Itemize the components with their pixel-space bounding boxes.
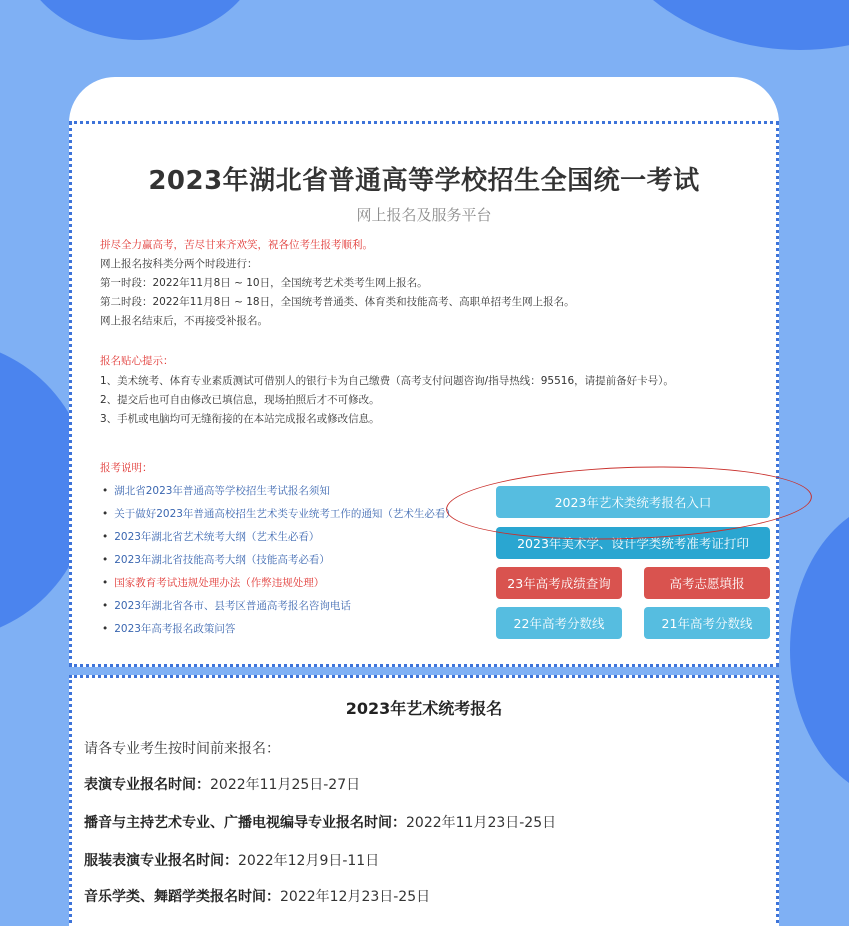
guide-link-item[interactable] bbox=[102, 574, 456, 597]
wish-fill-button[interactable]: 高考志愿填报 bbox=[644, 567, 770, 599]
notice-slogan: 拼尽全力赢高考，苦尽甘来齐欢笑，祝各位考生报考顺利。 bbox=[100, 239, 373, 251]
bullet-icon: • bbox=[102, 600, 109, 612]
registration-panel bbox=[69, 675, 779, 926]
notice-block bbox=[100, 236, 575, 331]
score-line-22-button[interactable]: 22年高考分数线 bbox=[496, 607, 622, 639]
bullet-icon: • bbox=[102, 531, 109, 543]
guide-link[interactable]: 2023年高考报名政策问答 bbox=[114, 623, 236, 635]
bullet-icon: • bbox=[102, 485, 109, 497]
registration-intro: 请各专业考生按时间前来报名： bbox=[84, 741, 280, 757]
guide-link[interactable]: 2023年湖北省技能高考大纲（技能高考必看） bbox=[114, 554, 330, 566]
guide-link-note[interactable]: （作弊违规处理） bbox=[240, 577, 325, 589]
guide-link-item[interactable] bbox=[102, 482, 456, 505]
main-panel bbox=[69, 121, 779, 667]
guide-link-list bbox=[102, 482, 456, 643]
registration-label: 播音与主持艺术专业、广播电视编导专业报名时间： bbox=[84, 815, 406, 831]
bullet-icon: • bbox=[102, 508, 109, 520]
page-subtitle: 网上报名及服务平台 bbox=[356, 206, 492, 224]
guide-link-item[interactable] bbox=[102, 597, 456, 620]
bg-blob-mid-right bbox=[790, 500, 849, 800]
guide-link[interactable]: 2023年湖北省艺术统考大纲（艺术生必看） bbox=[114, 531, 320, 543]
guide-link-item[interactable] bbox=[102, 528, 456, 551]
print-ticket-button[interactable]: 2023年美术学、设计学类统考准考证打印 bbox=[496, 527, 770, 559]
bullet-icon: • bbox=[102, 554, 109, 566]
notice-line: 网上报名结束后，不再接受补报名。 bbox=[100, 315, 268, 327]
tips-item: 3、手机或电脑均可无缝衔接的在本站完成报名或修改信息。 bbox=[100, 413, 380, 425]
guide-link[interactable]: 关于做好2023年普通高校招生艺术类专业统考工作的通知（艺术生必看） bbox=[114, 508, 456, 520]
score-line-21-button[interactable]: 21年高考分数线 bbox=[644, 607, 770, 639]
tips-item: 1、美术统考、体育专业素质测试可借别人的银行卡为自己缴费（高考支付问题咨询/指导热线：95516，请提前备好卡号）。 bbox=[100, 375, 674, 387]
registration-row bbox=[84, 886, 430, 906]
registration-date: 2022年11月23日-25日 bbox=[406, 815, 557, 831]
registration-label: 音乐学类、舞蹈学类报名时间： bbox=[84, 889, 280, 905]
guide-link[interactable]: 2023年湖北省各市、县考区普通高考报名咨询电话 bbox=[114, 600, 351, 612]
registration-date: 2022年12月9日-11日 bbox=[238, 853, 380, 869]
registration-title: 2023年艺术统考报名 bbox=[345, 699, 503, 718]
registration-row bbox=[84, 850, 379, 870]
registration-row bbox=[84, 774, 360, 794]
guide-link[interactable]: 国家教育考试违规处理办法 bbox=[114, 577, 241, 589]
score-query-button[interactable]: 23年高考成绩查询 bbox=[496, 567, 622, 599]
guide-link-item[interactable] bbox=[102, 551, 456, 574]
registration-label: 表演专业报名时间： bbox=[84, 777, 210, 793]
registration-row bbox=[84, 812, 556, 832]
bg-blob-top-left bbox=[20, 0, 260, 40]
tips-title: 报名贴心提示： bbox=[100, 355, 174, 367]
page-title: 2023年湖北省普通高等学校招生全国统一考试 bbox=[148, 166, 700, 196]
notice-line: 第二时段：2022年11月8日 ~ 18日，全国统考普通类、体育类和技能高考、高职单招考生网上报名。 bbox=[100, 296, 575, 308]
tips-item: 2、提交后也可自由修改已填信息，现场拍照后才不可修改。 bbox=[100, 394, 380, 406]
tips-block bbox=[100, 352, 674, 429]
notice-line: 第一时段：2022年11月8日 ~ 10日，全国统考艺术类考生网上报名。 bbox=[100, 277, 428, 289]
bullet-icon: • bbox=[102, 577, 109, 589]
art-registration-button[interactable]: 2023年艺术类统考报名入口 bbox=[496, 486, 770, 518]
registration-label: 服装表演专业报名时间： bbox=[84, 853, 238, 869]
registration-date: 2022年12月23日-25日 bbox=[280, 889, 431, 905]
guide-link-item[interactable] bbox=[102, 620, 456, 643]
bg-blob-top-right bbox=[590, 0, 849, 50]
guide-link-item[interactable] bbox=[102, 505, 456, 528]
guide-title: 报考说明： bbox=[100, 462, 153, 474]
notice-line: 网上报名按科类分两个时段进行： bbox=[100, 258, 258, 270]
bullet-icon: • bbox=[102, 623, 109, 635]
guide-link[interactable]: 湖北省2023年普通高等学校招生考试报名须知 bbox=[114, 485, 330, 497]
registration-date: 2022年11月25日-27日 bbox=[210, 777, 361, 793]
